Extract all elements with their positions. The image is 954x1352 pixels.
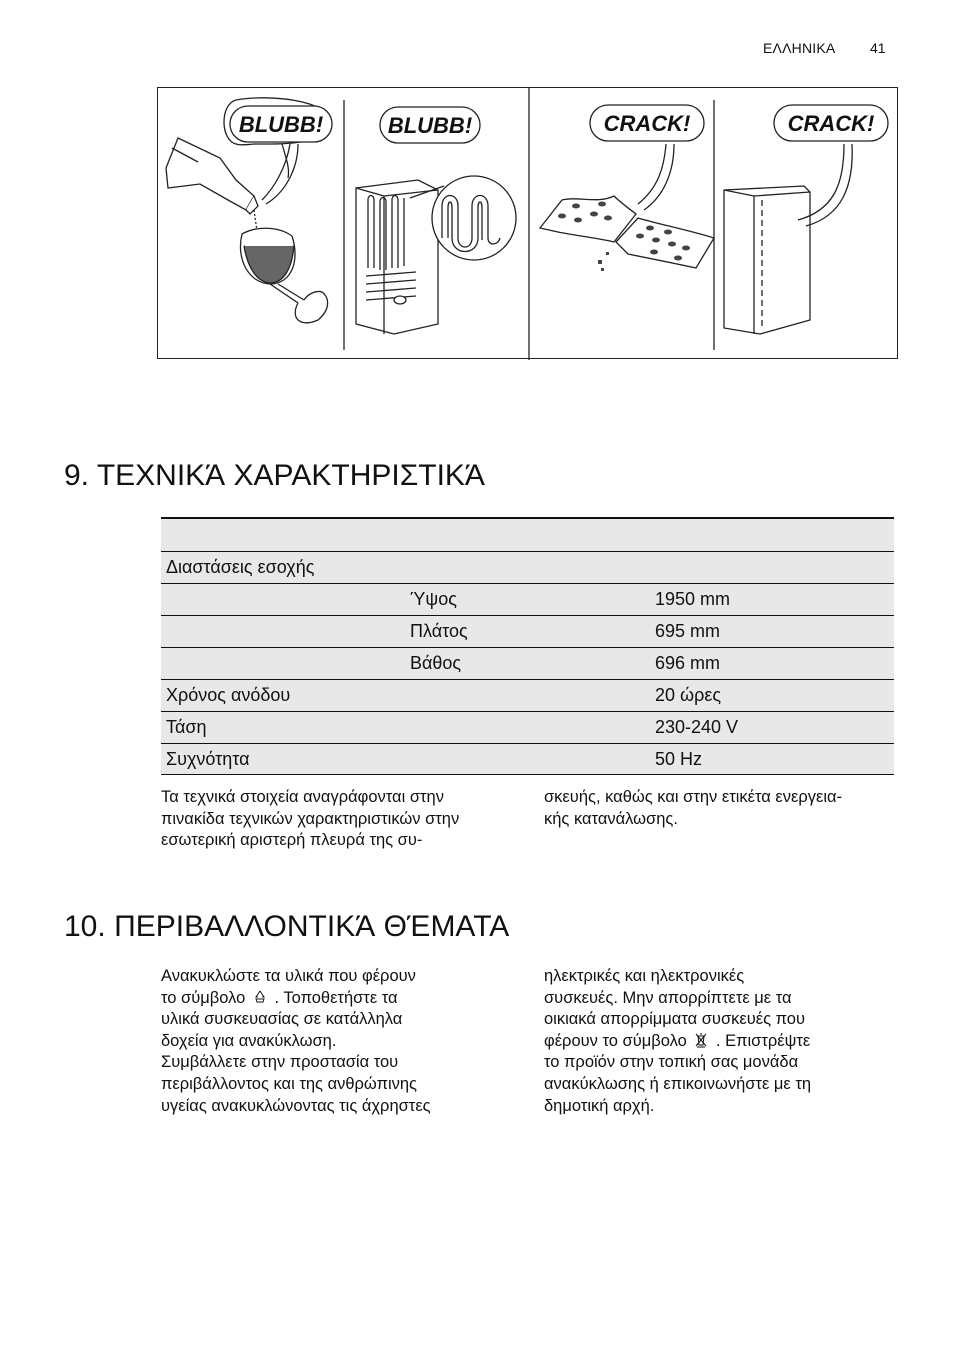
section-9-title (64, 459, 485, 493)
section-9-heading: ΤΕΧΝΙΚΆ ΧΑΡΑΚΤΗΡΙΣΤΙΚΆ (96, 459, 485, 492)
row-value: 695 mm (655, 621, 721, 641)
page-number: 41 (870, 40, 886, 56)
table-row (161, 551, 894, 583)
table-row (161, 615, 894, 647)
row-value: 50 Hz (655, 749, 703, 769)
table-row (161, 679, 894, 711)
spec-note-right: σκευής, καθώς και στην ετικέτα ενεργεια- κής κατανάλωσης. (544, 788, 843, 828)
section-9-number: 9. (64, 459, 90, 492)
table-row (161, 583, 894, 615)
row-label: Χρόνος ανόδου (166, 685, 291, 705)
row-value: 20 ώρες (655, 685, 722, 705)
table-row (161, 711, 894, 743)
fridge-front-drawing (724, 144, 852, 334)
row-sublabel: Ύψος (410, 589, 457, 609)
table-row (161, 743, 894, 775)
section-10-heading: ΠΕΡΙΒΑΛΛΟΝΤΙΚΆ ΘΈΜΑΤΑ (114, 910, 510, 943)
row-label: Διαστάσεις εσοχής (166, 557, 315, 577)
bubble-text-4: CRACK! (787, 111, 875, 136)
bubble-text-2: BLUBB! (387, 113, 473, 138)
row-value: 1950 mm (655, 589, 731, 609)
row-value: 696 mm (655, 653, 721, 673)
environment-text-left: Ανακυκλώστε τα υλικά που φέρουν το σύμβολο . Τοποθετήστε τα υλικά συσκευασίας σε κατάλληλα δοχεία για ανακύκλωση. Συμβάλλετε στην προστασία του περιβάλλοντος και της ανθρώπινης υγείας ανακυκλώνοντας τις άχρηστες (161, 967, 431, 1115)
ice-tray-drawing (540, 144, 714, 271)
spec-note-left: Τα τεχνικά στοιχεία αναγράφονται στην πινακίδα τεχνικών χαρακτηριστικών στην εσωτερική αριστερή πλευρά της συ- (161, 788, 460, 850)
table-row (161, 647, 894, 679)
section-10-number: 10. (64, 910, 106, 943)
noise-illustration (157, 87, 898, 359)
crossed-bin-icon (694, 1032, 708, 1048)
row-sublabel: Βάθος (410, 653, 462, 673)
table-row (161, 517, 894, 551)
row-label: Συχνότητα (166, 749, 250, 769)
header-language: ΕΛΛΗΝΙΚΑ (763, 40, 836, 56)
row-label: Τάση (166, 717, 207, 737)
section-10-title (64, 910, 509, 944)
spec-table (161, 517, 894, 775)
environment-text-right: ηλεκτρικές και ηλεκτρονικές συσκευές. Μην απορρίπτετε με τα οικιακά απορρίμματα συσκευές που φέρουν το σύμβολο . Επιστρέψτε το προϊόν στην τοπική σας μονάδα ανακύκλωσης ή επικοινωνήστε με τη δημοτική αρχή. (544, 967, 812, 1115)
bubble-text-3: CRACK! (603, 111, 691, 136)
bubble-text-1: BLUBB! (238, 112, 324, 137)
row-sublabel: Πλάτος (410, 621, 468, 641)
recycle-icon (253, 989, 267, 1005)
noise-illustration-drawing (158, 88, 899, 360)
row-value: 230-240 V (655, 717, 739, 737)
